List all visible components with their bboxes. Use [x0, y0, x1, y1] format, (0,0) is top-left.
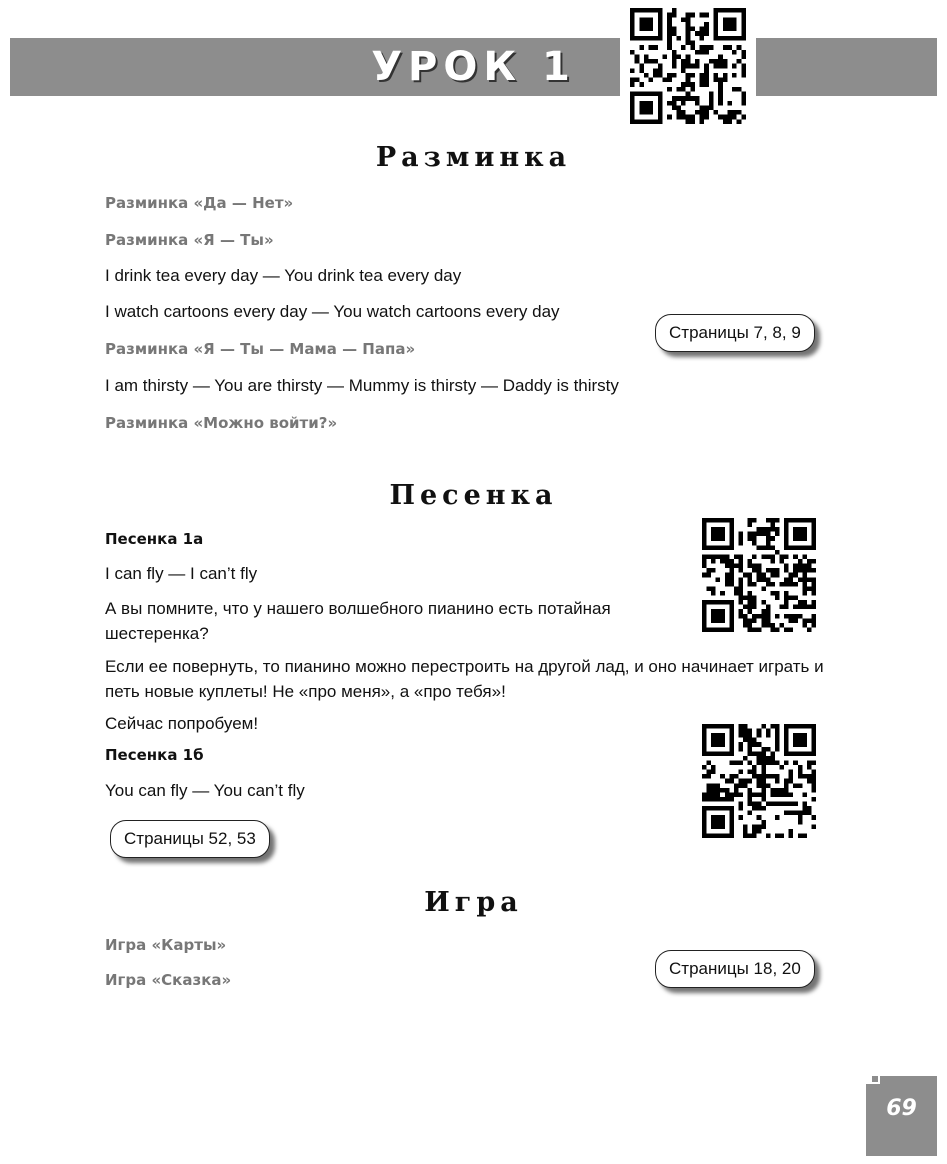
warmup-line-thirsty: I am thirsty — You are thirsty — Mummy is thirsty — Daddy is thirsty	[105, 376, 619, 395]
game-label-tale: Игра «Сказка»	[105, 971, 232, 989]
section-title-song: Песенка	[389, 480, 558, 511]
page-number: 69	[886, 1096, 917, 1121]
song-label-1b: Песенка 1б	[105, 746, 204, 764]
warmup-label-may-i: Разминка «Можно войти?»	[105, 414, 338, 432]
lesson-title: УРОК 1	[371, 44, 576, 90]
song-paragraph-retune: Если ее повернуть, то пианино можно перестроить на другой лад, и оно начинает играть и петь новые куплеты! Не «про меня», а «про тебя»!	[105, 657, 824, 701]
warmup-label-family: Разминка «Я — Ты — Мама — Папа»	[105, 340, 416, 358]
warmup-pages-badge: Страницы 7, 8, 9	[655, 314, 815, 352]
section-title-game: Игра	[424, 887, 523, 918]
qr-code-icon[interactable]	[702, 518, 816, 632]
warmup-line-cartoons: I watch cartoons every day — You watch cartoons every day	[105, 302, 560, 321]
warmup-label-i-you: Разминка «Я — Ты»	[105, 231, 274, 249]
qr-code-icon[interactable]	[702, 724, 816, 838]
warmup-label-yes-no: Разминка «Да — Нет»	[105, 194, 294, 212]
song-line-you-can-fly: You can fly — You can’t fly	[105, 781, 305, 800]
song-label-1a: Песенка 1а	[105, 530, 204, 548]
song-line-try-now: Сейчас попробуем!	[105, 714, 259, 733]
page-tab-notch-pixel	[872, 1076, 878, 1082]
game-label-cards: Игра «Карты»	[105, 936, 227, 954]
song-paragraph-secret-gear: А вы помните, что у нашего волшебного пианино есть потайная шестеренка?	[105, 599, 611, 643]
warmup-line-drink-tea: I drink tea every day — You drink tea every day	[105, 266, 462, 285]
game-pages-badge: Страницы 18, 20	[655, 950, 815, 988]
song-pages-badge: Страницы 52, 53	[110, 820, 270, 858]
qr-code-icon[interactable]	[630, 8, 746, 124]
song-line-can-fly: I can fly — I can’t fly	[105, 564, 258, 583]
section-title-warmup: Разминка	[375, 142, 572, 173]
